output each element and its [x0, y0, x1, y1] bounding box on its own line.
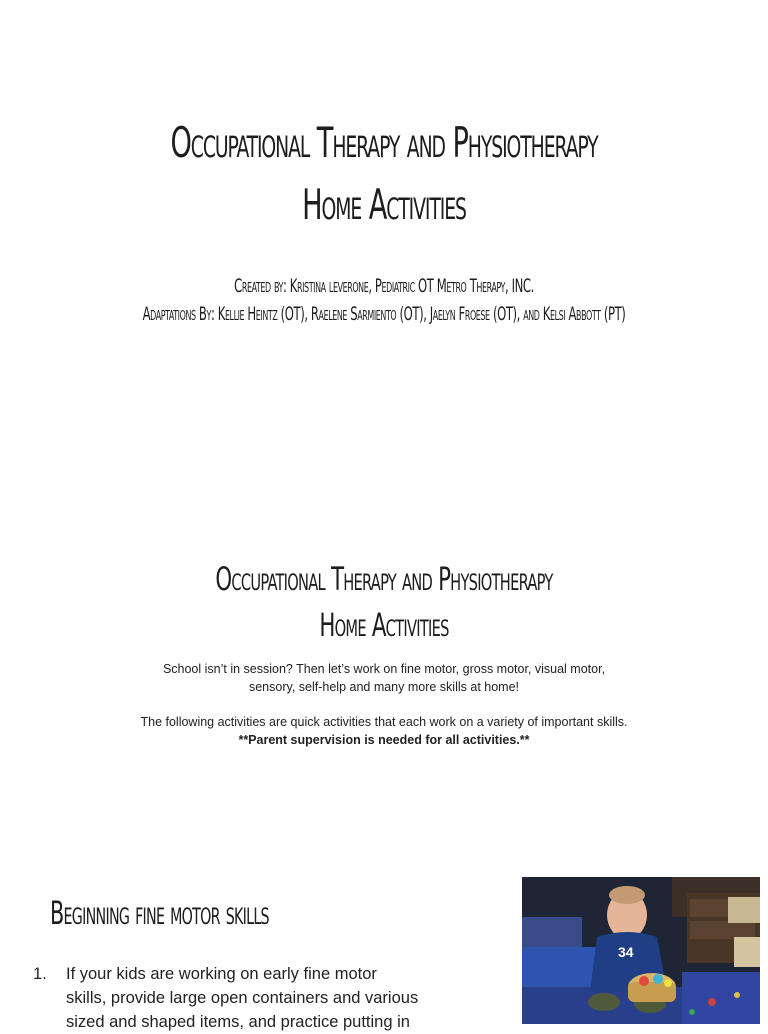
section-heading: Beginning fine motor skills: [50, 894, 269, 932]
list-item-line: skills, provide large open containers and various: [66, 989, 419, 1007]
list-item: [33, 962, 453, 1034]
intro-line-2: sensory, self-help and many more skills at home!: [248, 680, 520, 694]
list-item-number: 1.: [33, 965, 47, 983]
supervision-notice: **Parent supervision is needed for all activities.**: [238, 733, 530, 747]
intro-line-1: School isn’t in session? Then let’s work on fine motor, gross motor, visual motor,: [162, 662, 606, 676]
list-item-line: If your kids are working on early fine motor: [66, 965, 377, 983]
intro-page-title: [100, 556, 668, 648]
cover-title: [108, 112, 661, 236]
created-by-text: Created by: Kristina leverone, Pediatric OT Metro Therapy, INC.: [234, 275, 534, 297]
intro-title-line1: Occupational Therapy and Physiotherapy: [215, 560, 553, 598]
adaptations-by-text: Adaptations By: Kellie Heintz (OT), Raelene Sarmiento (OT), Jaelyn Froese (OT), and Kelsi Abbott (PT): [142, 303, 626, 325]
cover-title-line1: Occupational Therapy and Physiotherapy: [170, 118, 598, 167]
activity-list: [33, 962, 453, 1034]
child-playing-photo: [522, 877, 760, 1024]
intro-title-line2: Home Activities: [319, 606, 449, 644]
cover-title-line2: Home Activities: [302, 180, 466, 229]
cover-credits: [123, 272, 645, 328]
shirt-number: 34: [618, 944, 634, 960]
list-item-line: sized and shaped items, and practice putting in: [66, 1013, 410, 1031]
child-photo-illustration: [522, 877, 760, 1024]
intro-line-3: The following activities are quick activities that each work on a variety of important skills.: [140, 715, 628, 729]
intro-paragraph: [0, 660, 768, 749]
